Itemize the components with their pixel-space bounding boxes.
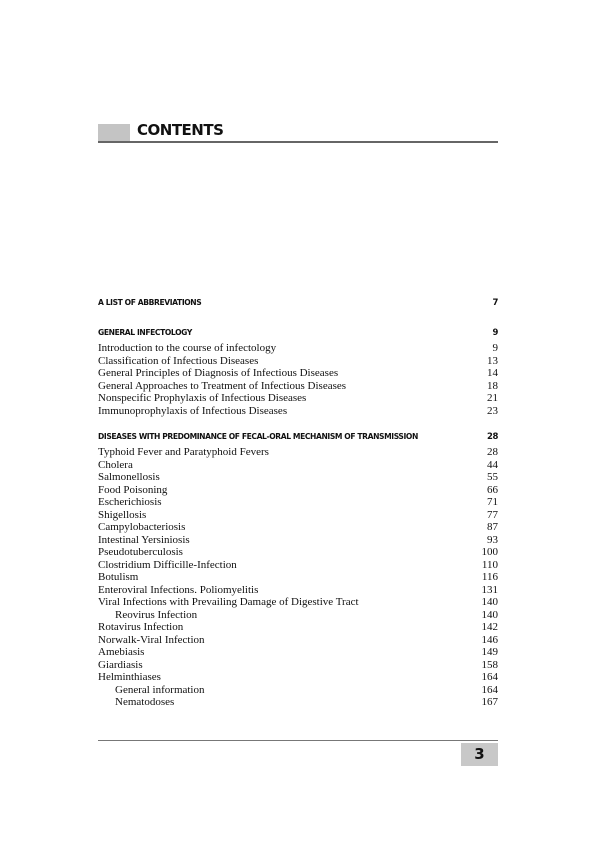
header-rule: [98, 141, 498, 143]
entry-title: Pseudotuberculosis: [98, 546, 183, 558]
entry-page: 66: [487, 483, 498, 496]
toc-entry[interactable]: [98, 559, 498, 572]
toc-entry[interactable]: [98, 646, 498, 659]
toc-entry[interactable]: [98, 609, 498, 622]
entry-page: 13: [487, 354, 498, 367]
entry-page: 100: [481, 546, 498, 558]
entry-title: Shigellosis: [98, 508, 147, 521]
entry-page: 9: [492, 342, 498, 354]
toc-entry[interactable]: [98, 367, 498, 380]
toc-section-heading[interactable]: [98, 327, 498, 340]
entry-title: Campylobacteriosis: [98, 521, 186, 533]
entry-page: 146: [481, 633, 498, 646]
toc-entry[interactable]: [98, 596, 498, 609]
toc-entry[interactable]: [98, 634, 498, 647]
toc-section-heading[interactable]: [98, 431, 498, 444]
toc-entry-abbreviations[interactable]: A LIST OF ABBREVIATIONS 7: [98, 298, 498, 308]
entry-title: Introduction to the course of infectology: [98, 342, 277, 354]
entry-page: 14: [487, 367, 498, 379]
entry-page: 93: [487, 533, 498, 546]
toc-section-general-infectology: [98, 327, 498, 417]
toc-entry[interactable]: [98, 546, 498, 559]
entry-page: 149: [481, 646, 498, 658]
entry-page: 140: [481, 596, 498, 608]
entry-title: Escherichiosis: [98, 496, 162, 508]
entry-page: 164: [481, 671, 498, 683]
entry-page: 9: [492, 328, 498, 338]
toc-entry[interactable]: [98, 355, 498, 368]
entry-title: Helminthiases: [98, 671, 161, 683]
toc-entry[interactable]: [98, 509, 498, 522]
entry-page: 77: [487, 508, 498, 521]
entry-page: 28: [486, 432, 498, 442]
entry-title: Cholera: [98, 458, 133, 471]
toc-entry[interactable]: [98, 471, 498, 484]
entry-title: GENERAL INFECTOLOGY: [98, 328, 192, 337]
toc-abbreviations: [98, 297, 498, 310]
toc-entry[interactable]: [98, 446, 498, 459]
entry-title: Typhoid Fever and Paratyphoid Fevers: [98, 446, 269, 458]
toc-entry[interactable]: [98, 671, 498, 684]
footer-rule: [98, 740, 498, 741]
entry-page: 18: [487, 379, 498, 392]
toc-entry[interactable]: [98, 621, 498, 634]
entry-title: General Principles of Diagnosis of Infectious Diseases: [98, 367, 339, 379]
entry-page: 23: [487, 404, 498, 417]
toc-entry[interactable]: [98, 696, 498, 709]
entry-page: 158: [481, 658, 498, 671]
entry-title: Nonspecific Prophylaxis of Infectious Diseases: [98, 392, 307, 404]
entry-title: Viral Infections with Prevailing Damage of Digestive Tract: [98, 596, 359, 608]
toc-entry[interactable]: [98, 392, 498, 405]
toc-entry[interactable]: [98, 405, 498, 418]
entry-title: Classification of Infectious Diseases: [98, 354, 259, 367]
entry-title: General information: [115, 683, 205, 696]
entry-title: Clostridium Difficille-Infection: [98, 558, 237, 571]
entry-page: 116: [481, 571, 498, 583]
entry-page: 131: [481, 583, 498, 596]
entry-title: Nematodoses: [115, 696, 175, 708]
page-number: 3: [461, 743, 498, 766]
toc-entry[interactable]: [98, 484, 498, 497]
page-title: CONTENTS: [137, 121, 224, 139]
entry-title: Rotavirus Infection: [98, 621, 184, 633]
entry-title: Intestinal Yersiniosis: [98, 533, 190, 546]
entry-title: Norwalk-Viral Infection: [98, 633, 205, 646]
entry-title: Salmonellosis: [98, 471, 160, 483]
toc-section-fecal-oral: [98, 431, 498, 709]
toc-entry[interactable]: [98, 534, 498, 547]
entry-page: 71: [487, 496, 498, 508]
entry-page: 110: [481, 558, 498, 571]
entry-title: Giardiasis: [98, 658, 143, 671]
toc-entry[interactable]: [98, 659, 498, 672]
entry-title: Reovirus Infection: [115, 608, 198, 621]
toc-entry[interactable]: [98, 496, 498, 509]
entry-page: 87: [487, 521, 498, 533]
entry-page: 167: [481, 696, 498, 708]
entry-page: 55: [487, 471, 498, 483]
toc-entry[interactable]: [98, 571, 498, 584]
entry-page: 140: [481, 608, 498, 621]
toc-entry[interactable]: [98, 521, 498, 534]
entry-page: 28: [487, 446, 498, 458]
entry-title: Enteroviral Infections. Poliomyelitis: [98, 583, 259, 596]
toc-entry[interactable]: [98, 684, 498, 697]
entry-page: 142: [481, 621, 498, 633]
toc-entry[interactable]: [98, 459, 498, 472]
toc-entry[interactable]: [98, 342, 498, 355]
entry-page: 164: [481, 683, 498, 696]
entry-title: Amebiasis: [98, 646, 145, 658]
toc-entry[interactable]: [98, 380, 498, 393]
entry-title: General Approaches to Treatment of Infectious Diseases: [98, 379, 347, 392]
toc-entry[interactable]: [98, 584, 498, 597]
entry-title: Botulism: [98, 571, 139, 583]
entry-page: 44: [487, 458, 498, 471]
entry-title: DISEASES WITH PREDOMINANCE OF FECAL-ORAL MECHANISM OF TRANSMISSION: [98, 432, 418, 441]
entry-title: Immunoprophylaxis of Infectious Diseases: [98, 404, 288, 417]
entry-page: 21: [487, 392, 498, 404]
entry-title: Food Poisoning: [98, 483, 168, 496]
header-gray-box: [98, 124, 130, 142]
